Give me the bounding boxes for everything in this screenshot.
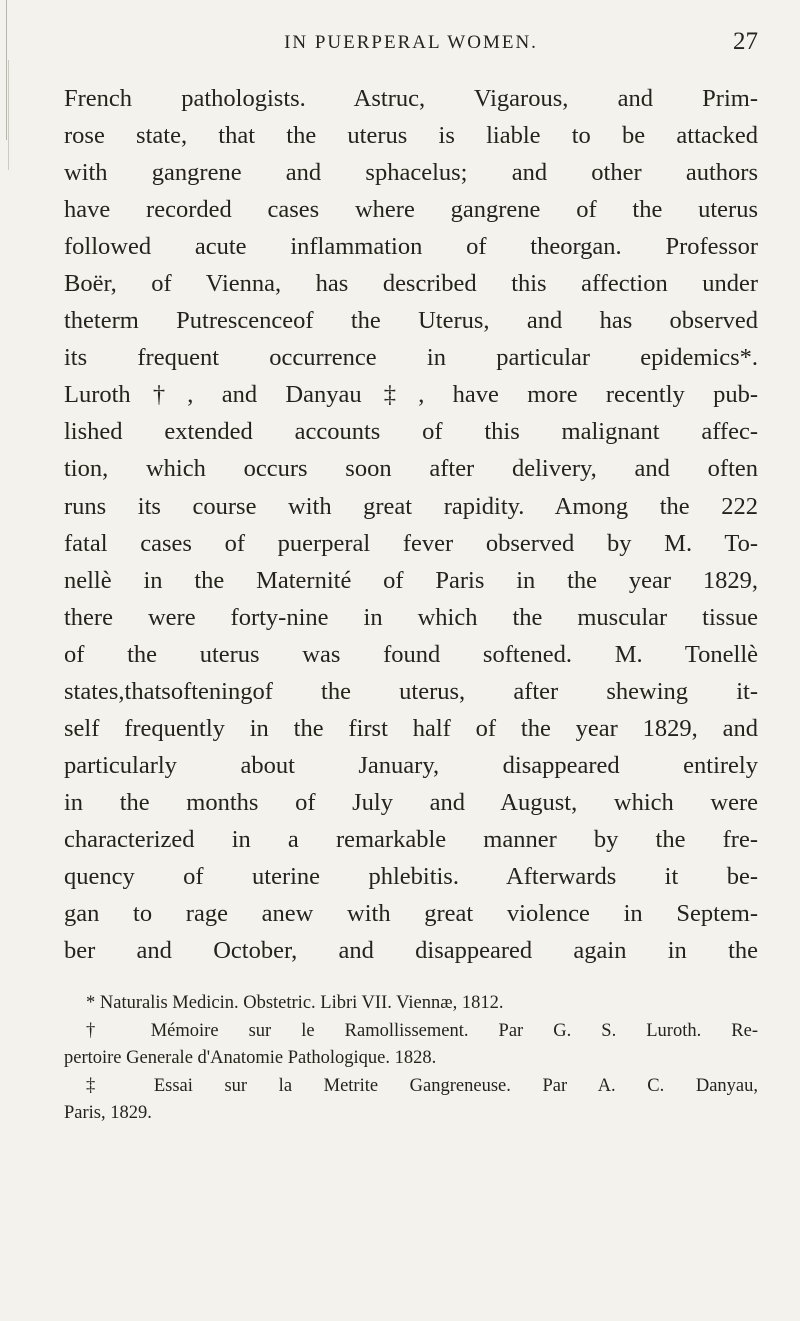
page-edge-mark [2,60,9,170]
footnote-line: † Mémoire sur le Ramollissement. Par G. S. Luroth. Re- [86,1020,758,1041]
text-line: gan to rage anew with great violence in Septem- [64,900,758,928]
text-line: theterm Putrescenceof the Uterus, and has observed [64,307,758,335]
text-line: rose state, that the uterus is liable to be attacked [64,122,758,150]
page-number: 27 [733,28,758,55]
footnote-line: Paris, 1829. [64,1103,152,1124]
text-line: states,thatsofteningof the uterus, after shewing it- [64,677,758,705]
footnote-line: pertoire Generale d'Anatomie Pathologique. 1828. [64,1048,437,1069]
text-line: characterized in a remarkable manner by the fre- [64,825,758,853]
text-line: Luroth†, and Danyau‡, have more recently pub- [64,381,758,409]
text-line: French pathologists. Astruc, Vigarous, and Prim- [64,85,758,112]
text-line: fatal cases of puerperal fever observed by M. To- [64,529,758,557]
text-line: followed acute inflammation of theorgan. Professor [64,233,758,261]
footnotes [64,990,758,1128]
text-line: there were forty-nine in which the muscular tissue [64,603,758,631]
running-head: IN PUERPERAL WOMEN. [284,32,538,53]
text-line: in the months of July and August, which were [64,788,758,816]
text-line: self frequently in the first half of the year 1829, and [64,714,758,742]
text-line: of the uterus was found softened. M. Tonellè [64,640,758,668]
text-line: runs its course with great rapidity. Among the 222 [64,492,758,520]
text-line: ber and October, and disappeared again in the [64,937,758,965]
text-line: have recorded cases where gangrene of the uterus [64,196,758,224]
page-header [64,26,758,66]
footnote-line: * Naturalis Medicin. Obstetric. Libri VII. Viennæ, 1812. [86,993,504,1013]
text-line: nellè in the Maternité of Paris in the year 1829, [64,566,758,594]
text-line: lished extended accounts of this malignant affec- [64,418,758,446]
text-line: Boër, of Vienna, has described this affection under [64,270,758,298]
text-line: tion, which occurs soon after delivery, and often [64,455,758,483]
text-line: quency of uterine phlebitis. Afterwards it be- [64,862,758,890]
text-line: its frequent occurrence in particular epidemics*. [64,344,758,372]
text-line: particularly about January, disappeared entirely [64,751,758,779]
body-text [64,80,758,969]
text-line: with gangrene and sphacelus; and other authors [64,159,758,187]
footnote-line: ‡ Essai sur la Metrite Gangreneuse. Par A. C. Danyau, [86,1075,758,1096]
